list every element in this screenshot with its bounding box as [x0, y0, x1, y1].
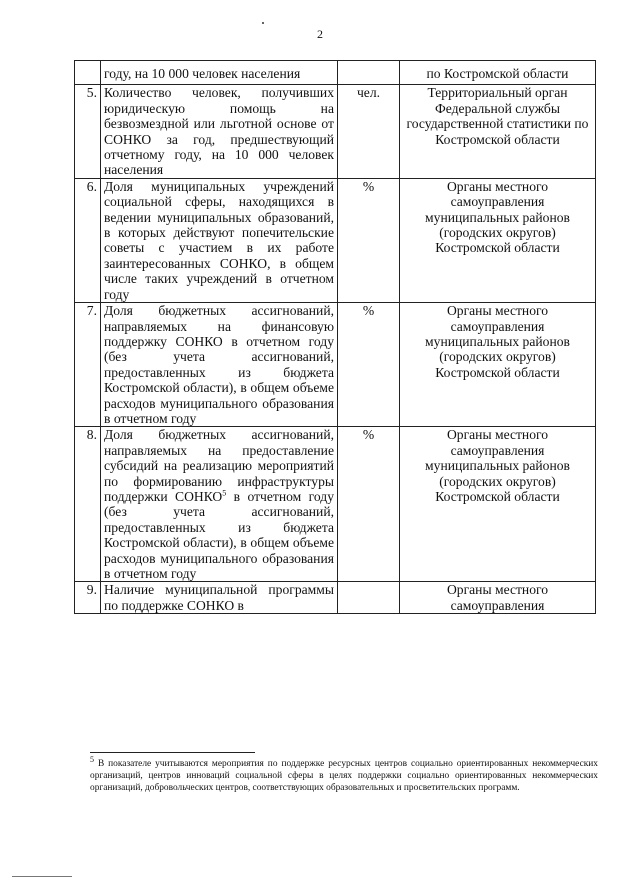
table-row: [75, 582, 596, 614]
footnote: [90, 754, 598, 794]
data-source: Органы местного самоуправления муниципальных районов (городских округов) Костромской области: [400, 178, 596, 302]
data-source: Органы местного самоуправления: [400, 582, 596, 614]
indicator-name: Наличие муниципальной программы по поддержке СОНКО в: [101, 582, 338, 614]
indicator-name-part: Доля бюджетных ассигнований, направляемых на предоставление субсидий на реализацию мероприятий по формированию инфраструктуры поддержки СОНКО: [104, 427, 334, 504]
unit: %: [338, 303, 400, 427]
table-row: [75, 61, 596, 85]
row-number: [75, 61, 101, 85]
data-source: Территориальный орган Федеральной службы государственной статистики по Костромской области: [400, 85, 596, 178]
data-source: по Костромской области: [400, 61, 596, 85]
table-row: [75, 427, 596, 582]
unit: %: [338, 427, 400, 582]
unit: [338, 582, 400, 614]
footnote-reference: 5: [222, 488, 227, 498]
row-number: 8.: [75, 427, 101, 582]
row-number: 7.: [75, 303, 101, 427]
indicator-name: Доля муниципальных учреждений социальной сферы, находящихся в ведении муниципальных образований, в которых действуют попечительские советы с участием в их работе заинтересованных СОНКО, в общем числе таких учреждений в отчетном году: [101, 178, 338, 302]
row-number: 9.: [75, 582, 101, 614]
footnote-marker: 5: [90, 754, 94, 764]
data-source: Органы местного самоуправления муниципальных районов (городских округов) Костромской области: [400, 303, 596, 427]
table-row: [75, 303, 596, 427]
page-number: 2: [317, 27, 323, 41]
indicators-table: [74, 60, 596, 614]
indicator-name: Доля бюджетных ассигнований, направляемых на финансовую поддержку СОНКО в отчетном году (без учета ассигнований, предоставленных из бюджета Костромской области), в общем объеме расходов муниципального образования в отчетном году: [101, 303, 338, 427]
footnote-divider: [90, 752, 255, 753]
data-source: Органы местного самоуправления муниципальных районов (городских округов) Костромской области: [400, 427, 596, 582]
row-number: 5.: [75, 85, 101, 178]
scan-dot: [262, 22, 264, 24]
table-row: [75, 85, 596, 178]
indicator-name: году, на 10 000 человек населения: [101, 61, 338, 85]
unit: чел.: [338, 85, 400, 178]
indicator-name: [101, 427, 338, 582]
unit: %: [338, 178, 400, 302]
indicator-name-part: в отчетном году (без учета ассигнований, предоставленных из бюджета Костромской области), в общем объеме расходов муниципального образования в отчетном году: [104, 488, 334, 581]
indicator-name: Количество человек, получивших юридическую помощь на безвозмездной или льготной основе от СОНКО за год, предшествующий отчетному году, на 10 000 человек населения: [101, 85, 338, 178]
scan-artifact: [12, 876, 72, 877]
footnote-text: В показателе учитываются мероприятия по поддержке ресурсных центров социально ориентированных некоммерческих организаций, центров инноваций социальной сферы в целях поддержки социально ориентированных некоммерческих организаций, добровольческих центров, соответствующих образовательных и просветительских программ.: [90, 759, 598, 793]
unit: [338, 61, 400, 85]
table-row: [75, 178, 596, 302]
row-number: 6.: [75, 178, 101, 302]
